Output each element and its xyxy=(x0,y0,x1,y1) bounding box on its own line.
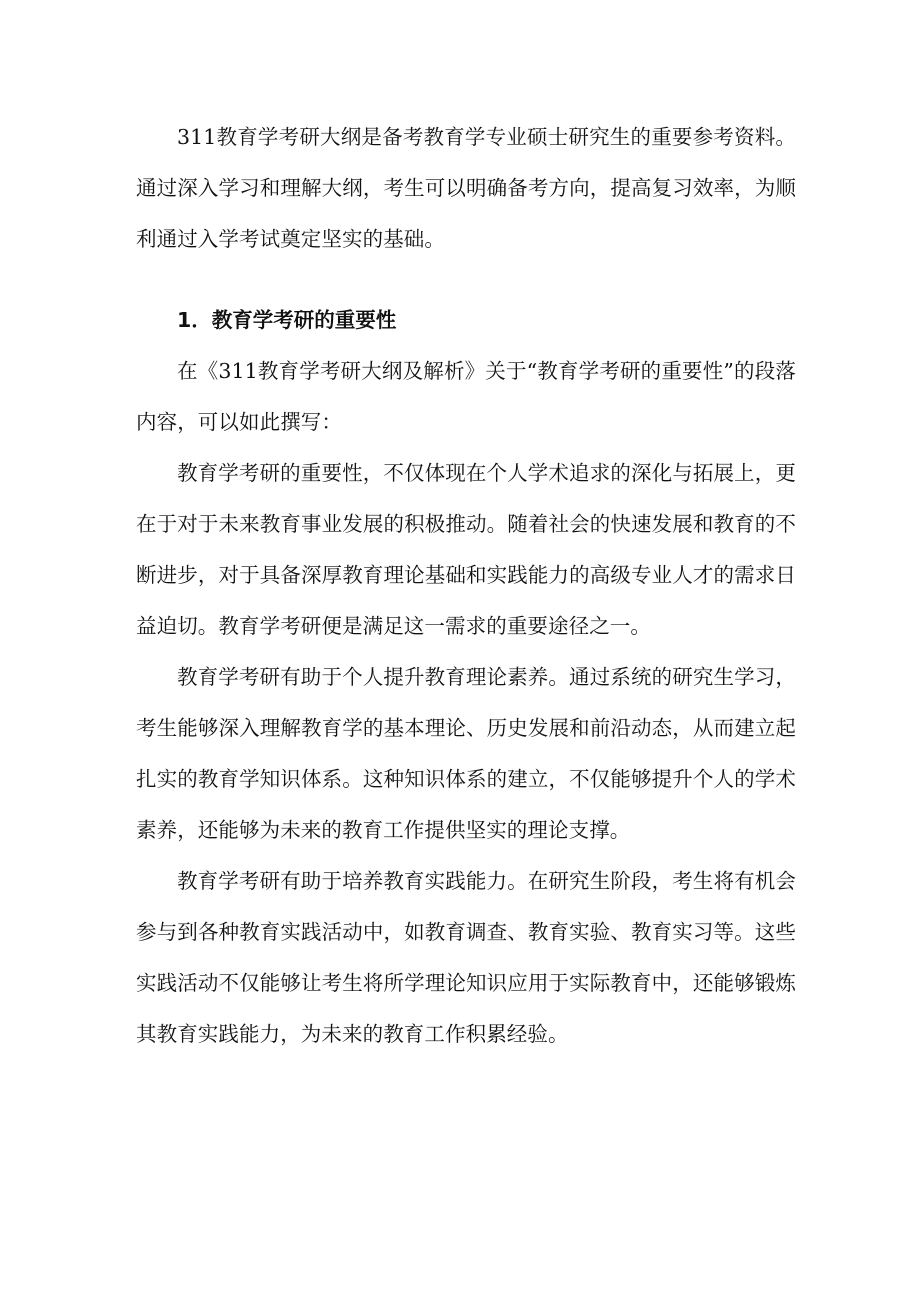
paragraph-3: 教育学考研有助于个人提升教育理论素养。通过系统的研究生学习，考生能够深入理解教育学的基本理论、历史发展和前沿动态，从而建立起扎实的教育学知识体系。这种知识体系的建立，不仅能够提升个人的学术素养，还能够为未来的教育工作提供坚实的理论支撑。 xyxy=(136,665,796,842)
intro-paragraph: 311教育学考研大纲是备考教育学专业硕士研究生的重要参考资料。通过深入学习和理解大纲，考生可以明确备考方向，提高复习效率，为顺利通过入学考试奠定坚实的基础。 xyxy=(136,125,796,251)
paragraph-2: 教育学考研的重要性，不仅体现在个人学术追求的深化与拓展上，更在于对于未来教育事业发展的积极推动。随着社会的快速发展和教育的不断进步，对于具备深厚教育理论基础和实践能力的高级专业人才的需求日益迫切。教育学考研便是满足这一需求的重要途径之一。 xyxy=(136,461,796,638)
paragraph-1: 在《311教育学考研大纲及解析》关于“教育学考研的重要性”的段落内容，可以如此撰写： xyxy=(136,359,796,434)
section-heading: 1．教育学考研的重要性 xyxy=(177,308,397,332)
paragraph-4: 教育学考研有助于培养教育实践能力。在研究生阶段，考生将有机会参与到各种教育实践活动中，如教育调查、教育实验、教育实习等。这些实践活动不仅能够让考生将所学理论知识应用于实际教育中，还能够锻炼其教育实践能力，为未来的教育工作积累经验。 xyxy=(136,869,796,1046)
document-body xyxy=(136,112,796,1060)
